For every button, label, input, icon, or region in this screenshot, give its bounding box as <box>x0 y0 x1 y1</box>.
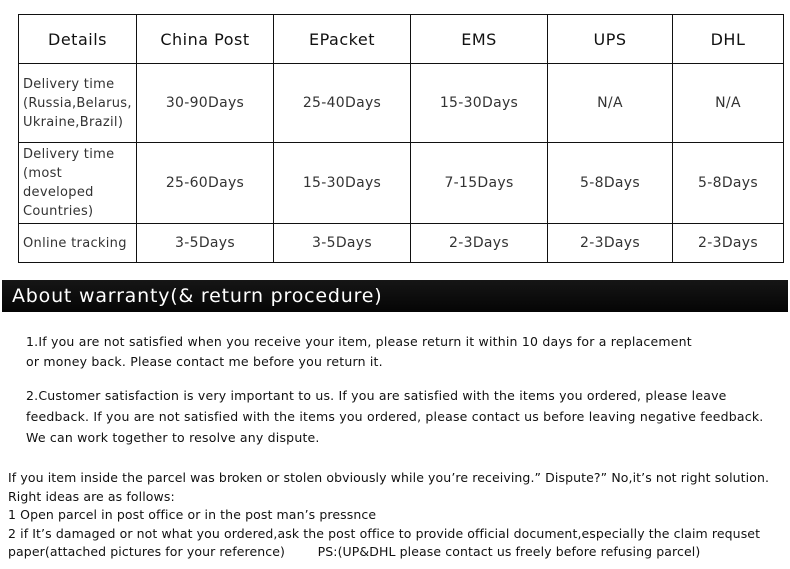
table-cell: 5-8Days <box>673 143 784 224</box>
return-policy-paragraph <box>26 332 692 372</box>
row-label-line: Ukraine,Brazil) <box>23 114 124 130</box>
table-cell: 7-15Days <box>411 143 548 224</box>
shipping-comparison-table <box>18 14 784 263</box>
row-label-line: (Russia,Belarus, <box>23 95 132 111</box>
table-row <box>19 143 784 224</box>
row-label-line: Delivery time <box>23 147 115 162</box>
header-dhl: DHL <box>673 15 784 64</box>
table-cell: 5-8Days <box>548 143 673 224</box>
table-row <box>19 64 784 143</box>
table-cell: 25-60Days <box>137 143 274 224</box>
feedback-paragraph <box>26 385 763 448</box>
row-label-line: Delivery time <box>23 76 115 92</box>
row-label-line: (most developed <box>23 166 94 200</box>
table-header-row <box>19 15 784 64</box>
paragraph-line: If you item inside the parcel was broken or stolen obviously while you’re receiving.” Dispute?” No,it’s not right solution. <box>8 470 770 485</box>
warranty-banner <box>2 280 788 312</box>
table-cell: 25-40Days <box>274 64 411 143</box>
table-cell: 2-3Days <box>673 224 784 263</box>
header-epacket: EPacket <box>274 15 411 64</box>
paragraph-line: paper(attached pictures for your reference) PS:(UP&DHL please contact us freely before refusing parcel) <box>8 544 701 560</box>
row-label <box>19 143 137 224</box>
table-cell: 30-90Days <box>137 64 274 143</box>
row-label <box>19 64 137 143</box>
row-label-line: Online tracking <box>23 235 127 251</box>
table-row <box>19 224 784 263</box>
paragraph-line: Right ideas are as follows: <box>8 488 175 504</box>
paragraph-line: 2.Customer satisfaction is very important to us. If you are satisfied with the items you ordered, please leave <box>26 388 727 403</box>
paragraph-line: or money back. Please contact me before you return it. <box>26 354 383 369</box>
row-label <box>19 224 137 263</box>
table-cell: 2-3Days <box>411 224 548 263</box>
table-cell: N/A <box>673 64 784 143</box>
header-china-post: China Post <box>137 15 274 64</box>
paragraph-line: 2 if It’s damaged or not what you ordered,ask the post office to provide official document,especially the claim requset <box>8 525 761 541</box>
table-cell: 15-30Days <box>274 143 411 224</box>
paragraph-line: 1 Open parcel in post office or in the post man’s pressnce <box>8 507 377 523</box>
row-label-line: Countries) <box>23 204 94 219</box>
table-cell: 15-30Days <box>411 64 548 143</box>
paragraph-line: 1.If you are not satisfied when you receive your item, please return it within 10 days for a replacement <box>26 334 692 349</box>
paragraph-line: We can work together to resolve any dispute. <box>26 430 320 445</box>
header-details: Details <box>19 15 137 64</box>
warranty-banner-title: About warranty(& return procedure) <box>12 285 383 307</box>
table-cell: 2-3Days <box>548 224 673 263</box>
header-ems: EMS <box>411 15 548 64</box>
paragraph-line: feedback. If you are not satisfied with the items you ordered, please contact us before leaving negative feedback. <box>26 409 764 424</box>
table-cell: 3-5Days <box>137 224 274 263</box>
header-ups: UPS <box>548 15 673 64</box>
table-cell: N/A <box>548 64 673 143</box>
table-cell: 3-5Days <box>274 224 411 263</box>
damaged-parcel-paragraph <box>8 469 769 562</box>
